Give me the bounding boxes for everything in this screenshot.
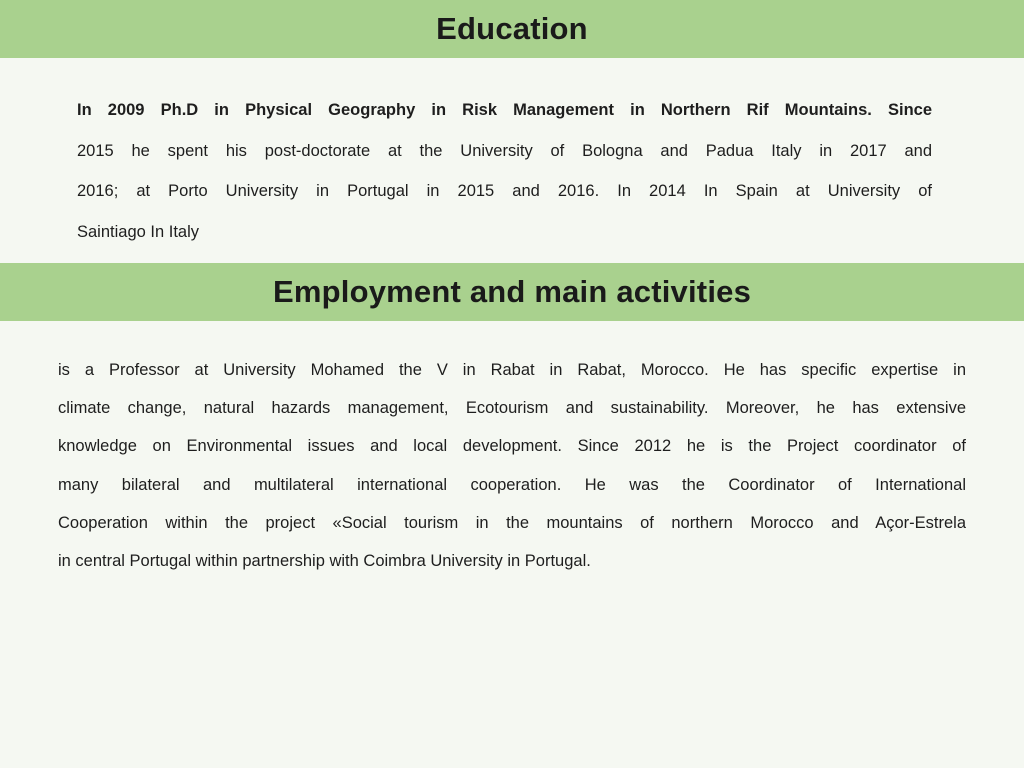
employment-line: in central Portugal within partnership with Coimbra University in Portugal. bbox=[58, 552, 591, 571]
employment-header-bar bbox=[0, 263, 1024, 321]
employment-line: many bilateral and multilateral international cooperation. He was the Coordinator of International bbox=[58, 475, 966, 494]
employment-line: is a Professor at University Mohamed the V in Rabat in Rabat, Morocco. He has specific expertise in bbox=[58, 361, 966, 379]
education-header-bar bbox=[0, 0, 1024, 58]
education-line: Saintiago In Italy bbox=[77, 223, 199, 242]
employment-paragraph bbox=[58, 351, 966, 580]
education-line: 2016; at Porto University in Portugal in 2015 and 2016. In 2014 In Spain at University of bbox=[77, 182, 932, 201]
education-heading: Education bbox=[436, 11, 588, 46]
education-paragraph bbox=[77, 90, 932, 253]
employment-line: Cooperation within the project «Social tourism in the mountains of northern Morocco and Açor-Estrela bbox=[58, 513, 966, 532]
education-line: 2015 he spent his post-doctorate at the University of Bologna and Padua Italy in 2017 and bbox=[77, 141, 932, 160]
employment-heading: Employment and main activities bbox=[272, 274, 752, 309]
education-line: In 2009 Ph.D in Physical Geography in Risk Management in Northern Rif Mountains. Since bbox=[77, 101, 932, 119]
employment-line: knowledge on Environmental issues and local development. Since 2012 he is the Project coordinator of bbox=[58, 437, 966, 456]
employment-line: climate change, natural hazards management, Ecotourism and sustainability. Moreover, he has extensive bbox=[58, 399, 966, 418]
